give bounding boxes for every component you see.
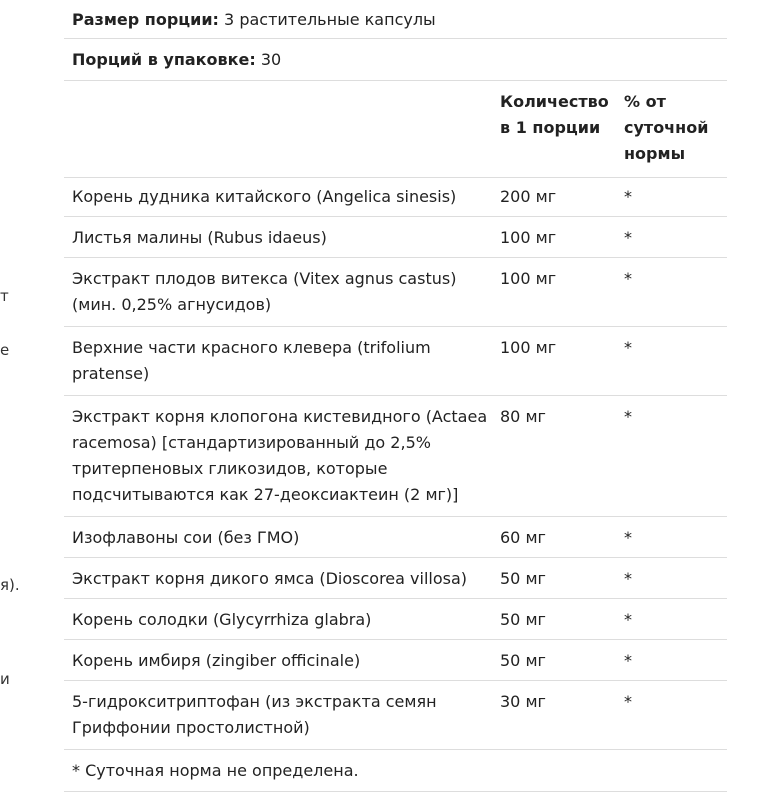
- left-text-fragment: я).: [0, 576, 20, 594]
- ingredient-name: Верхние части красного клевера (trifolium pratense): [64, 326, 500, 395]
- ingredient-dv: *: [624, 598, 727, 639]
- left-text-fragment: е: [0, 341, 10, 359]
- ingredient-dv: *: [624, 680, 727, 749]
- ingredient-name: Корень солодки (Glycyrrhiza glabra): [64, 598, 500, 639]
- left-text-fragment: т: [0, 287, 9, 305]
- serving-size-row: [64, 0, 727, 39]
- table-row: [64, 177, 727, 216]
- ingredient-name: 5-гидрокситриптофан (из экстракта семян Гриффонии простолистной): [64, 680, 500, 749]
- servings-per-container-value: 30: [260, 50, 282, 69]
- ingredient-dv: *: [624, 257, 727, 326]
- ingredient-dv: *: [624, 326, 727, 395]
- table-row: [64, 326, 727, 395]
- servings-per-container-row: [64, 39, 727, 81]
- ingredient-amount: 100 мг: [500, 326, 624, 395]
- ingredient-amount: 30 мг: [500, 680, 624, 749]
- ingredient-dv: *: [624, 639, 727, 680]
- ingredient-name: Листья малины (Rubus idaeus): [64, 216, 500, 257]
- header-daily-value: % от суточной нормы: [624, 81, 727, 177]
- ingredient-name: Корень дудника китайского (Angelica sinesis): [64, 177, 500, 216]
- ingredient-amount: 100 мг: [500, 216, 624, 257]
- table-row: [64, 257, 727, 326]
- ingredient-dv: *: [624, 557, 727, 598]
- ingredient-name: Корень имбиря (zingiber officinale): [64, 639, 500, 680]
- ingredient-amount: 50 мг: [500, 639, 624, 680]
- table-row: [64, 557, 727, 598]
- table-row: [64, 598, 727, 639]
- ingredient-amount: 50 мг: [500, 598, 624, 639]
- header-amount: Количество в 1 порции: [500, 81, 624, 177]
- ingredient-amount: 80 мг: [500, 395, 624, 516]
- ingredient-amount: 50 мг: [500, 557, 624, 598]
- table-row: [64, 216, 727, 257]
- ingredient-name: Экстракт корня клопогона кистевидного (Actaea racemosa) [стандартизированный до 2,5% тритерпеновых гликозидов, которые подсчитываются как 27-деоксиактеин (2 мг)]: [64, 395, 500, 516]
- ingredient-name: Экстракт корня дикого ямса (Dioscorea villosa): [64, 557, 500, 598]
- supplement-facts-panel: [64, 0, 727, 792]
- ingredient-amount: 100 мг: [500, 257, 624, 326]
- ingredient-amount: 60 мг: [500, 516, 624, 557]
- servings-per-container-label: Порций в упаковке:: [72, 50, 256, 69]
- ingredient-dv: *: [624, 516, 727, 557]
- ingredient-amount: 200 мг: [500, 177, 624, 216]
- ingredients-table: [64, 81, 727, 750]
- ingredient-dv: *: [624, 177, 727, 216]
- ingredient-dv: *: [624, 216, 727, 257]
- serving-size-value: 3 растительные капсулы: [224, 9, 436, 29]
- table-row: [64, 639, 727, 680]
- serving-size-label: Размер порции:: [72, 9, 219, 29]
- table-row: [64, 680, 727, 749]
- footnote-text: * Суточная норма не определена.: [72, 760, 359, 780]
- left-text-fragment: и: [0, 670, 10, 688]
- footnote: [64, 750, 727, 792]
- ingredient-name: Изофлавоны сои (без ГМО): [64, 516, 500, 557]
- table-row: [64, 395, 727, 516]
- table-row: [64, 516, 727, 557]
- ingredient-dv: *: [624, 395, 727, 516]
- ingredient-name: Экстракт плодов витекса (Vitex agnus castus) (мин. 0,25% агнусидов): [64, 257, 500, 326]
- table-header-row: [64, 81, 727, 177]
- header-ingredient: [64, 81, 500, 177]
